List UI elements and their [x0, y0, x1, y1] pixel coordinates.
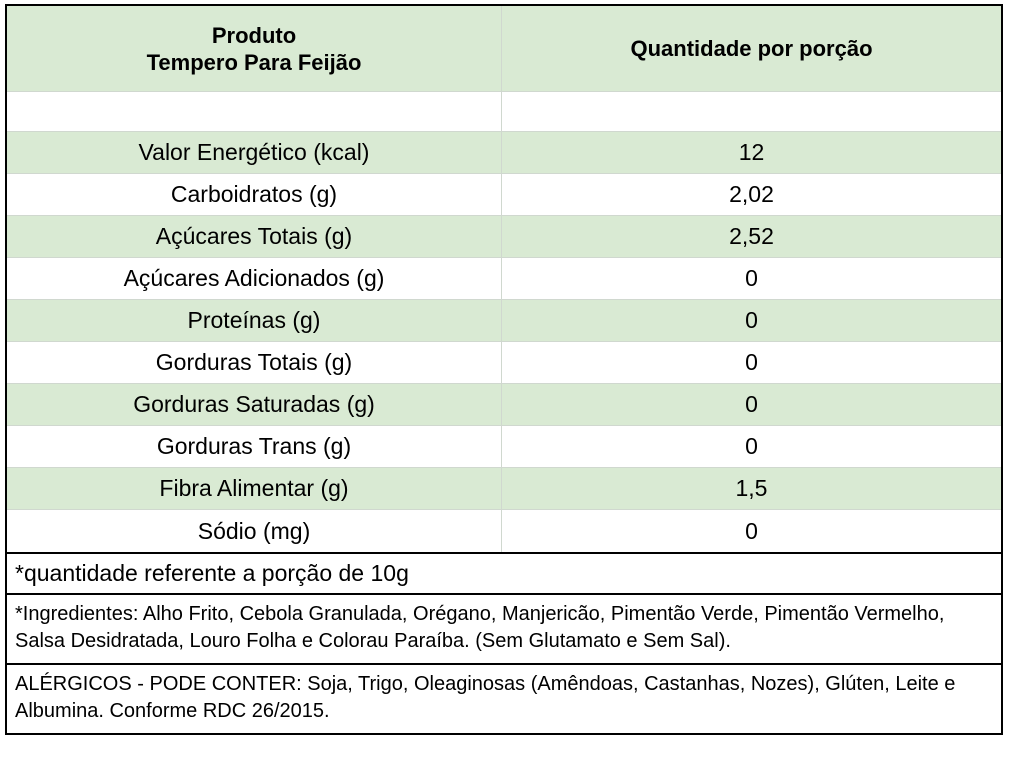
nutrient-value-cell[interactable]: 2,02 [729, 181, 774, 207]
product-header-cell[interactable] [7, 6, 502, 91]
nutrition-table [5, 4, 1003, 735]
nutrient-value-cell[interactable]: 0 [745, 391, 758, 417]
nutrient-name-cell[interactable]: Açúcares Adicionados (g) [7, 258, 502, 299]
nutrient-name-cell[interactable]: Gorduras Totais (g) [7, 342, 502, 383]
product-name: Tempero Para Feijão [146, 49, 362, 75]
nutrient-name-cell[interactable]: Gorduras Trans (g) [7, 426, 502, 467]
nutrient-name-cell[interactable]: Valor Energético (kcal) [7, 132, 502, 173]
quantity-header-cell[interactable] [502, 6, 1001, 91]
nutrient-value-cell[interactable]: 0 [745, 433, 758, 459]
nutrient-name-cell[interactable]: Carboidratos (g) [7, 174, 502, 215]
nutrient-value-cell[interactable]: 0 [745, 349, 758, 375]
portion-note[interactable]: *quantidade referente a porção de 10g [7, 552, 1001, 593]
nutrient-name-cell[interactable]: Fibra Alimentar (g) [7, 468, 502, 509]
table-row [7, 384, 1001, 426]
product-label: Produto [211, 22, 297, 48]
nutrient-name-cell[interactable]: Sódio (mg) [7, 510, 502, 552]
nutrient-name-cell[interactable]: Proteínas (g) [7, 300, 502, 341]
allergens-note[interactable]: ALÉRGICOS - PODE CONTER: Soja, Trigo, Oleaginosas (Amêndoas, Castanhas, Nozes), Glúten, Leite e Albumina. Conforme RDC 26/2015. [7, 663, 1001, 733]
nutrient-name-cell[interactable]: Gorduras Saturadas (g) [7, 384, 502, 425]
nutrient-value-cell[interactable]: 0 [745, 265, 758, 291]
table-row [7, 468, 1001, 510]
table-row [7, 216, 1001, 258]
ingredients-note[interactable]: *Ingredientes: Alho Frito, Cebola Granulada, Orégano, Manjericão, Pimentão Verde, Pimentão Vermelho, Salsa Desidratada, Louro Folha e Colorau Paraíba. (Sem Glutamato e Sem Sal). [7, 593, 1001, 663]
table-row [7, 258, 1001, 300]
table-row [7, 510, 1001, 552]
table-row [7, 342, 1001, 384]
nutrient-value-cell[interactable]: 0 [745, 517, 758, 544]
nutrient-value-cell[interactable]: 1,5 [735, 475, 768, 501]
table-row [7, 174, 1001, 216]
table-row [7, 132, 1001, 174]
blank-cell-1[interactable] [7, 92, 502, 131]
blank-row [7, 92, 1001, 132]
blank-cell-2[interactable] [502, 92, 1001, 131]
nutrient-value-cell[interactable]: 0 [745, 307, 758, 333]
table-row [7, 300, 1001, 342]
nutrient-name-cell[interactable]: Açúcares Totais (g) [7, 216, 502, 257]
nutrient-value-cell[interactable]: 2,52 [729, 223, 774, 249]
table-header [7, 6, 1001, 92]
nutrient-value-cell[interactable]: 12 [738, 139, 765, 165]
quantity-label: Quantidade por porção [630, 36, 873, 61]
table-row [7, 426, 1001, 468]
